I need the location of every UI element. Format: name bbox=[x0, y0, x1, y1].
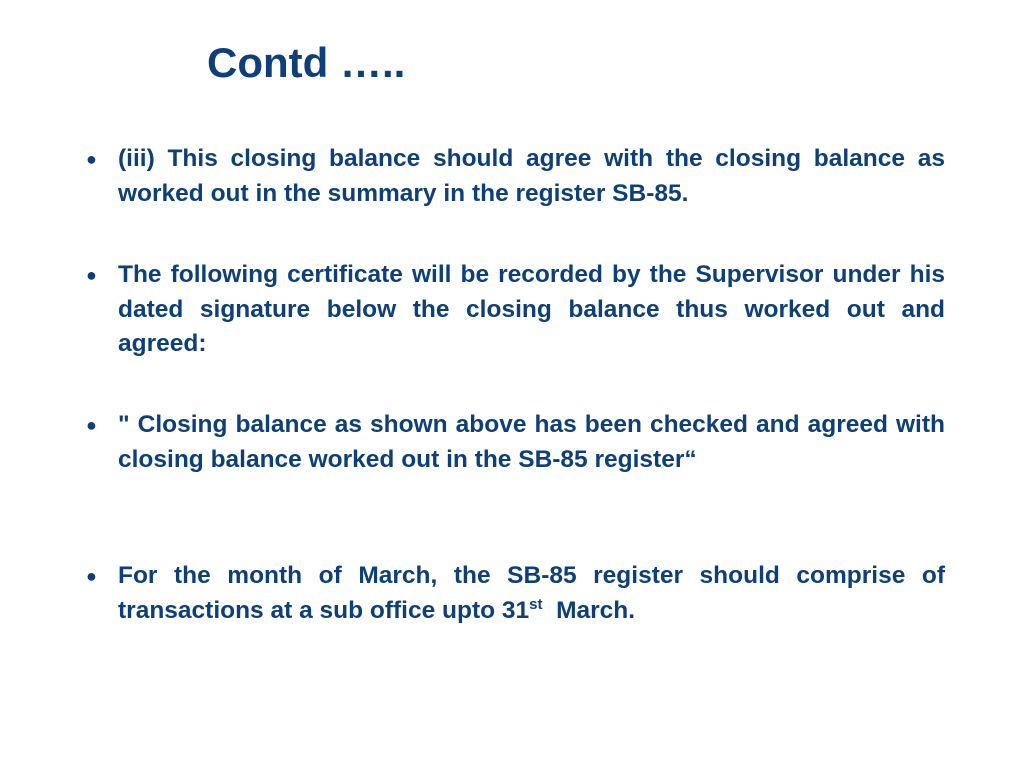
bullet-text: The following certificate will be recorded by the Supervisor under his dated signature below the closing balance thus worked out and agreed: bbox=[118, 261, 945, 357]
bullet-text: (iii) This closing balance should agree with the closing balance as worked out in the summary in the register SB-85. bbox=[118, 145, 945, 207]
ordinal-superscript: st bbox=[529, 595, 543, 613]
bullet-dot-icon: ● bbox=[86, 149, 97, 169]
slide-title: Contd ….. bbox=[207, 39, 406, 86]
bullet-item bbox=[86, 142, 945, 211]
bullet-item bbox=[86, 559, 945, 628]
bullet-item bbox=[86, 408, 945, 477]
bullet-text: " Closing balance as shown above has been checked and agreed with closing balance worked out in the SB-85 register“ bbox=[118, 411, 945, 473]
bullet-dot-icon: ● bbox=[86, 566, 97, 586]
bullet-text: For the month of March, the SB-85 register should comprise of transactions at a sub office upto 31 bbox=[118, 562, 945, 624]
bullet-dot-icon: ● bbox=[86, 415, 97, 435]
bullet-text-end: March. bbox=[542, 596, 636, 624]
bullet-item bbox=[86, 258, 945, 362]
bullet-dot-icon: ● bbox=[86, 265, 97, 285]
